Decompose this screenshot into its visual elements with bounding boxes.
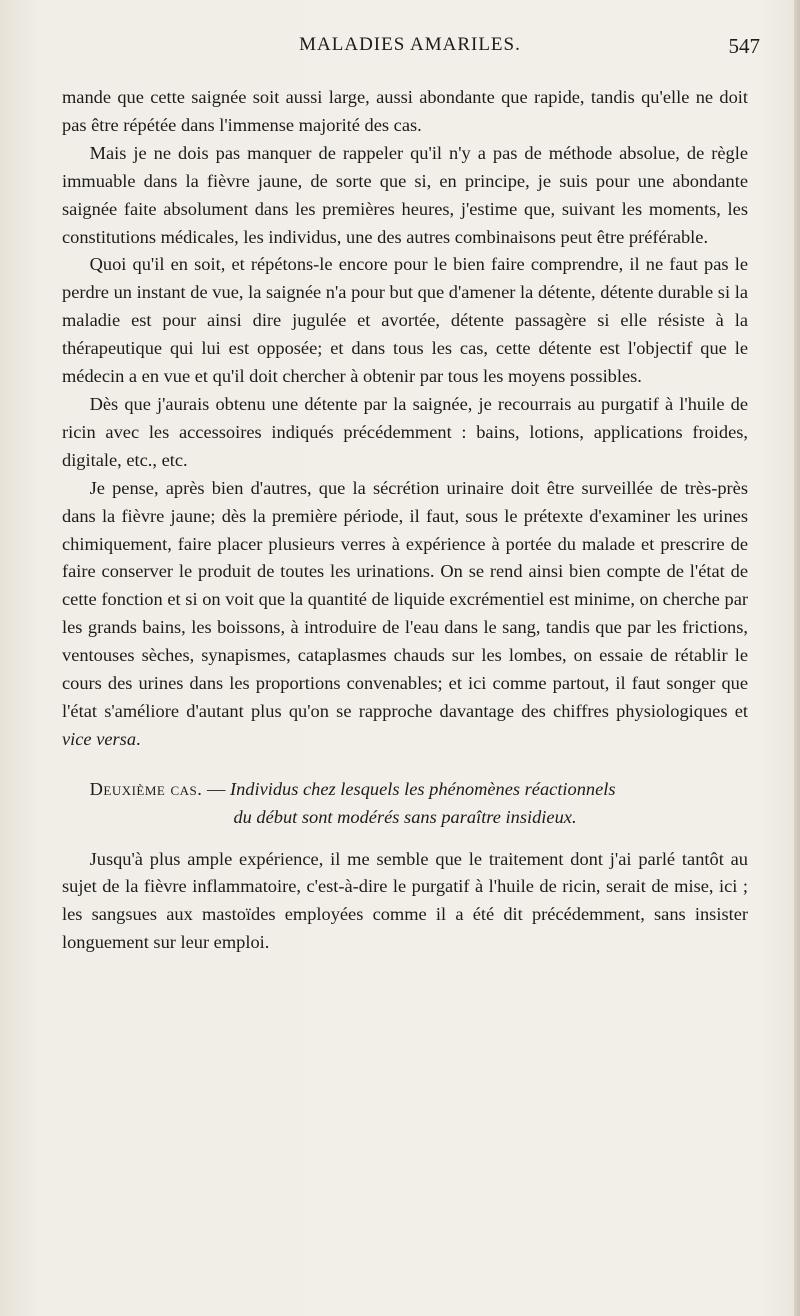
paragraph-final: Jusqu'à plus ample expérience, il me semble que le traitement dont j'ai parlé tantôt au sujet de la fièvre inflammatoire, c'est-à-dire le purgatif à l'huile de ricin, serait de mise, ici ; les sangsues aux mastoïdes employées comme il a été dit précédemment, sans insister longuement sur leur emploi.	[62, 848, 748, 953]
page-edge	[794, 0, 800, 1316]
paragraph-5-text: Je pense, après bien d'autres, que la sécrétion urinaire doit être surveillée de très-près dans la fièvre jaune; dès la première période, il faut, sous le prétexte d'examiner les urines chimiquement, faire placer plusieurs verres à expérience à portée du malade et prescrire de faire conserver le produit de toutes les urinations. On se rend ainsi bien compte de l'état de cette fonction et si on voit que la quantité de liquide excrémentiel est minime, on cherche par les grands bains, les boissons, à introduire de l'eau dans le sang, tandis que par les frictions, ventouses sèches, synapismes, cataplasmes chauds sur les lombes, on essaie de rétablir le cours des urines dans les proportions convenables; et ici comme partout, il faut songer que l'état s'améliore d'autant plus qu'on se rapproche davantage des chiffres physiologiques et	[62, 477, 748, 721]
section-title-line2: du début sont modérés sans paraître insidieux.	[233, 806, 577, 827]
paragraph-5-end: .	[136, 728, 141, 749]
section-dash: —	[202, 778, 230, 799]
page-header	[60, 34, 760, 60]
section-label: Deuxième cas.	[89, 778, 203, 799]
page-number: 547	[728, 34, 760, 58]
vice-versa-emphasis: vice versa	[62, 728, 137, 749]
paragraph-3: Quoi qu'il en soit, et répétons-le encore pour le bien faire comprendre, il ne faut pas le perdre un instant de vue, la saignée n'a pour but que d'amener la détente, détente durable si la maladie est pour ainsi dire jugulée et avortée, détente passagère si elle résiste à la thérapeutique qui lui est opposée; et dans tous les cas, cette détente est l'objectif que le médecin a en vue et qu'il doit chercher à obtenir par tous les moyens possibles.	[62, 254, 748, 387]
section-title-line1: Individus chez lesquels les phénomènes réactionnels	[229, 778, 616, 799]
paragraph-2: Mais je ne dois pas manquer de rappeler qu'il n'y a pas de méthode absolue, de règle immuable dans la fièvre jaune, de sorte que si, en principe, je suis pour une abondante saignée faite absolument dans les premières heures, j'estime que, suivant les moments, les constitutions médicales, les individus, une des autres combinaisons peut être préférable.	[62, 142, 748, 247]
paragraph-5	[62, 475, 748, 754]
paragraph-1: mande que cette saignée soit aussi large, aussi abondante que rapide, tandis qu'elle ne doit pas être répétée dans l'immense majorité des cas.	[62, 87, 748, 135]
body-text	[62, 84, 748, 957]
running-title: MALADIES AMARILES.	[299, 34, 521, 55]
section-heading	[62, 776, 748, 832]
paragraph-4: Dès que j'aurais obtenu une détente par la saignée, je recourrais au purgatif à l'huile de ricin avec les accessoires indiqués précédemment : bains, lotions, applications froides, digitale, etc., etc.	[62, 393, 748, 470]
